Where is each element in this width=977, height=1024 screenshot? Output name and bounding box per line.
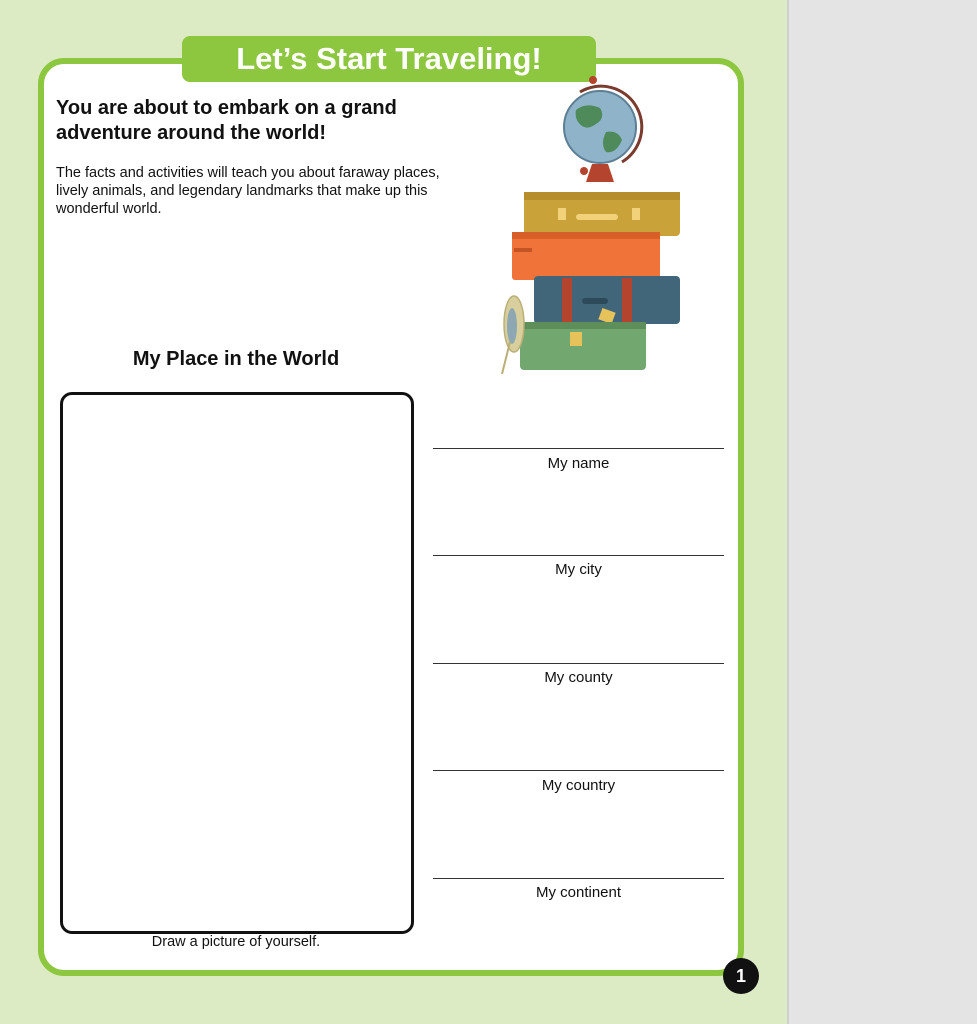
intro-heading: You are about to embark on a grand adventure around the world! <box>56 97 397 144</box>
drawing-caption: Draw a picture of yourself. <box>151 934 321 950</box>
continent-field-label: My continent <box>535 884 622 901</box>
page-banner-title: Let’s Start Traveling! <box>182 36 596 82</box>
city-write-line[interactable] <box>433 555 724 556</box>
drawing-section-title: My Place in the World <box>132 348 340 370</box>
travel-illustration <box>496 72 686 376</box>
country-write-line[interactable] <box>433 770 724 771</box>
globe-icon <box>564 76 642 182</box>
country-field-label: My country <box>541 777 616 794</box>
page-edge-shadow <box>787 0 789 1024</box>
continent-write-line[interactable] <box>433 878 724 879</box>
county-field-label: My county <box>544 669 613 686</box>
county-write-line[interactable] <box>433 663 724 664</box>
name-field-label: My name <box>547 455 610 472</box>
intro-body: The facts and activities will teach you about faraway places, lively animals, and legendary landmarks that make up this wonderful world. <box>56 165 440 217</box>
city-field-label: My city <box>555 561 602 578</box>
page-number-badge: 1 <box>723 958 759 994</box>
suitcase-stack-icon <box>512 192 680 370</box>
self-portrait-drawing-box[interactable] <box>60 392 414 934</box>
name-write-line[interactable] <box>433 448 724 449</box>
